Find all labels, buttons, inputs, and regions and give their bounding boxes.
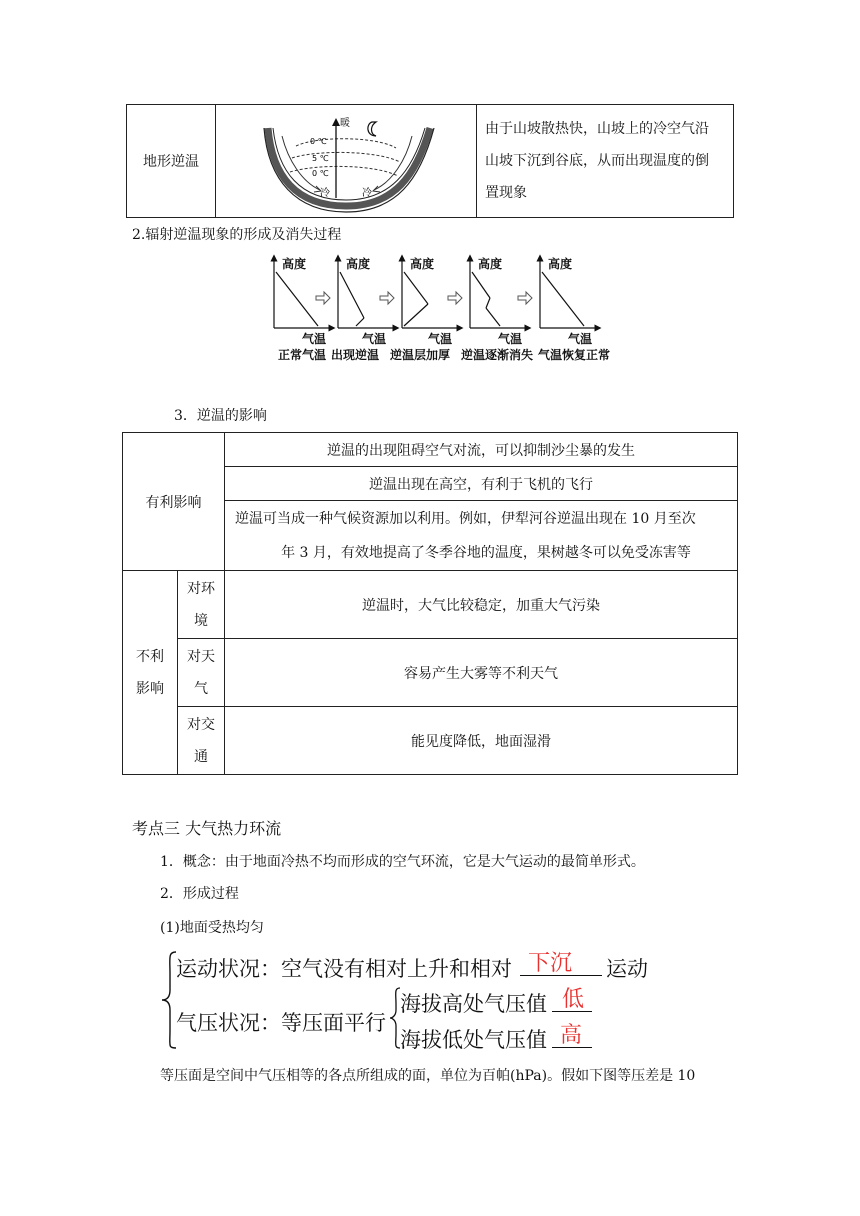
favorable-item-3-line-1: 逆温可当成一种气候资源加以利用。例如，伊犁河谷逆温出现在 10 月至次 — [235, 510, 696, 527]
favorable-item-1: 逆温的出现阻碍空气对流，可以抑制沙尘暴的发生 — [225, 433, 738, 467]
x-label-1: 气温 — [302, 332, 327, 346]
favorable-label: 有利影响 — [123, 433, 225, 571]
kp3-process-title: 2．形成过程 — [160, 886, 239, 902]
environment-label-line-1: 对环 — [187, 580, 215, 597]
weather-label — [178, 639, 225, 707]
kp3-title: 考点三 大气热力环流 — [132, 819, 282, 838]
traffic-label — [178, 707, 225, 775]
isotherm-0-upper: 0 ℃ — [310, 136, 327, 146]
section-2-title: 2.辐射逆温现象的形成及消失过程 — [132, 227, 342, 243]
y-label-5: 高度 — [548, 257, 573, 271]
high-altitude-answer: 低 — [562, 987, 585, 1012]
favorable-item-2: 逆温出现在高空，有利于飞机的飞行 — [225, 467, 738, 501]
low-altitude-underline — [552, 1047, 592, 1048]
stage-label-3: 逆温层加厚 — [390, 348, 451, 362]
motion-tail: 运动 — [606, 957, 648, 981]
stage-label-5: 气温恢复正常 — [538, 348, 611, 362]
traffic-impact: 能见度降低，地面湿滑 — [225, 707, 738, 775]
description-line-1: 由于山坡散热快，山坡上的冷空气沿 — [485, 121, 709, 137]
favorable-item-3-line-2: 年 3 月，有效地提高了冬季谷地的温度，果树越冬可以免受冻害等 — [281, 544, 691, 561]
description-line-3: 置现象 — [485, 185, 527, 201]
y-label-3: 高度 — [410, 257, 435, 271]
inversion-impact-table — [122, 432, 738, 775]
cold-label-right: 冷 — [362, 187, 372, 199]
y-label-1: 高度 — [282, 257, 307, 271]
description-line-2: 山坡下沉到谷底，从而出现温度的倒 — [485, 153, 709, 169]
weather-label-line-1: 对天 — [187, 648, 215, 665]
low-altitude-label: 海拔低处气压值 — [400, 1028, 547, 1052]
kp3-concept: 1．概念：由于地面冷热不均而形成的空气环流，它是大气运动的最简单形式。 — [160, 854, 645, 870]
unfavorable-label-line-2: 影响 — [136, 680, 164, 697]
stage-label-4: 逆温逐渐消失 — [461, 348, 534, 362]
terrain-inversion-description — [477, 105, 734, 218]
high-altitude-underline — [552, 1011, 592, 1012]
environment-label-line-2: 境 — [194, 612, 208, 629]
cold-label-left: 冷 — [320, 187, 330, 199]
stage-label-1: 正常气温 — [278, 348, 327, 362]
environment-impact: 逆温时，大气比较稳定，加重大气污染 — [225, 571, 738, 639]
section-3-title: 3．逆温的影响 — [174, 408, 267, 424]
unfavorable-label — [123, 571, 178, 775]
isotherm-0-lower: 0 ℃ — [312, 168, 329, 178]
low-altitude-answer: 高 — [560, 1023, 583, 1048]
y-label-4: 高度 — [478, 257, 503, 271]
isotherm-5: 5 ℃ — [312, 153, 329, 163]
x-label-5: 气温 — [568, 332, 593, 346]
favorable-item-3 — [225, 501, 738, 571]
y-label-2: 高度 — [346, 257, 371, 271]
high-altitude-label: 海拔高处气压值 — [400, 992, 547, 1016]
weather-label-line-2: 气 — [194, 680, 208, 697]
weather-impact: 容易产生大雾等不利天气 — [225, 639, 738, 707]
warm-label: 暖 — [340, 117, 350, 129]
motion-underline — [520, 975, 602, 976]
motion-answer: 下沉 — [528, 951, 573, 976]
motion-label: 运动状况：空气没有相对上升和相对 — [176, 957, 512, 981]
terrain-inversion-table — [126, 104, 734, 218]
traffic-label-line-2: 通 — [194, 748, 208, 765]
stage-label-2: 出现逆温 — [331, 348, 380, 362]
valley-diagram-cell — [216, 105, 477, 218]
x-label-2: 气温 — [362, 332, 387, 346]
environment-label — [178, 571, 225, 639]
kp3-sub1: (1)地面受热均匀 — [160, 920, 264, 936]
unfavorable-label-line-1: 不利 — [136, 648, 164, 665]
pressure-label: 气压状况：等压面平行 — [176, 1011, 386, 1035]
traffic-label-line-1: 对交 — [187, 716, 215, 733]
terrain-inversion-label: 地形逆温 — [127, 105, 216, 218]
x-label-3: 气温 — [428, 332, 453, 346]
isobar-footer: 等压面是空间中气压相等的各点所组成的面，单位为百帕(hPa)。假如下图等压差是 10 — [160, 1068, 696, 1084]
valley-inversion-diagram — [216, 106, 476, 217]
x-label-4: 气温 — [498, 332, 523, 346]
